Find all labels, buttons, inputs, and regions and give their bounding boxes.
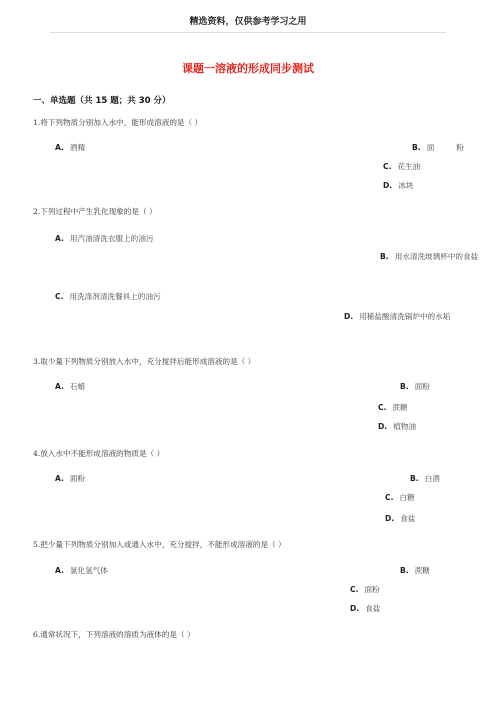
option-a: A. 用汽油清洗衣服上的油污 bbox=[55, 234, 154, 243]
question-stem: 3.取少量下列物质分别放入水中，充分搅拌后能形成溶液的是（ ） bbox=[33, 357, 256, 366]
option-c: C. 用洗涤剂清洗餐具上的油污 bbox=[55, 292, 161, 301]
option-c: C. 蔗糖 bbox=[378, 403, 408, 412]
option-b: B. 用水清洗玻璃杯中的食盐 bbox=[380, 252, 479, 261]
option-d: D. 食盐 bbox=[350, 604, 381, 613]
option-a: A. 氯化氢气体 bbox=[55, 566, 108, 575]
section-heading: 一、单选题（共 15 题；共 30 分） bbox=[33, 96, 171, 106]
option-b: B. 面粉 bbox=[412, 143, 486, 152]
option-b: B. 面粉 bbox=[400, 382, 430, 391]
question-stem: 6.通常状况下，下列溶液的溶质为液体的是（ ） bbox=[33, 630, 195, 639]
option-a: A. 面粉 bbox=[55, 474, 86, 483]
option-b: B. 蔗糖 bbox=[400, 566, 430, 575]
header-rule bbox=[50, 32, 446, 33]
option-d: D. 植物油 bbox=[378, 422, 416, 431]
option-c: C. 白糖 bbox=[385, 493, 415, 502]
option-a: A. 石蜡 bbox=[55, 382, 86, 391]
option-d: D. 食盐 bbox=[385, 514, 416, 523]
option-c: C. 花生油 bbox=[383, 162, 421, 171]
question-stem: 5.把少量下列物质分别加入或通入水中，充分搅拌，不能形成溶液的是（ ） bbox=[33, 540, 286, 549]
option-c: C. 面粉 bbox=[350, 585, 380, 594]
question-stem: 2.下列过程中产生乳化现象的是（ ） bbox=[33, 207, 157, 216]
option-a: A. 酒精 bbox=[55, 143, 86, 152]
option-d: D. 用稀盐酸清洗锅炉中的水垢 bbox=[344, 312, 451, 321]
option-d: D. 冰块 bbox=[383, 181, 414, 190]
question-stem: 4.放入水中不能形成溶液的物质是（ ） bbox=[33, 449, 165, 458]
document-title: 课题一溶液的形成同步测试 bbox=[182, 62, 314, 75]
option-b: B. 白酒 bbox=[410, 474, 440, 483]
question-stem: 1.将下列物质分别加入水中，能形成溶液的是（ ） bbox=[33, 118, 203, 127]
page-header: 精选资料，仅供参考学习之用 bbox=[189, 17, 307, 27]
